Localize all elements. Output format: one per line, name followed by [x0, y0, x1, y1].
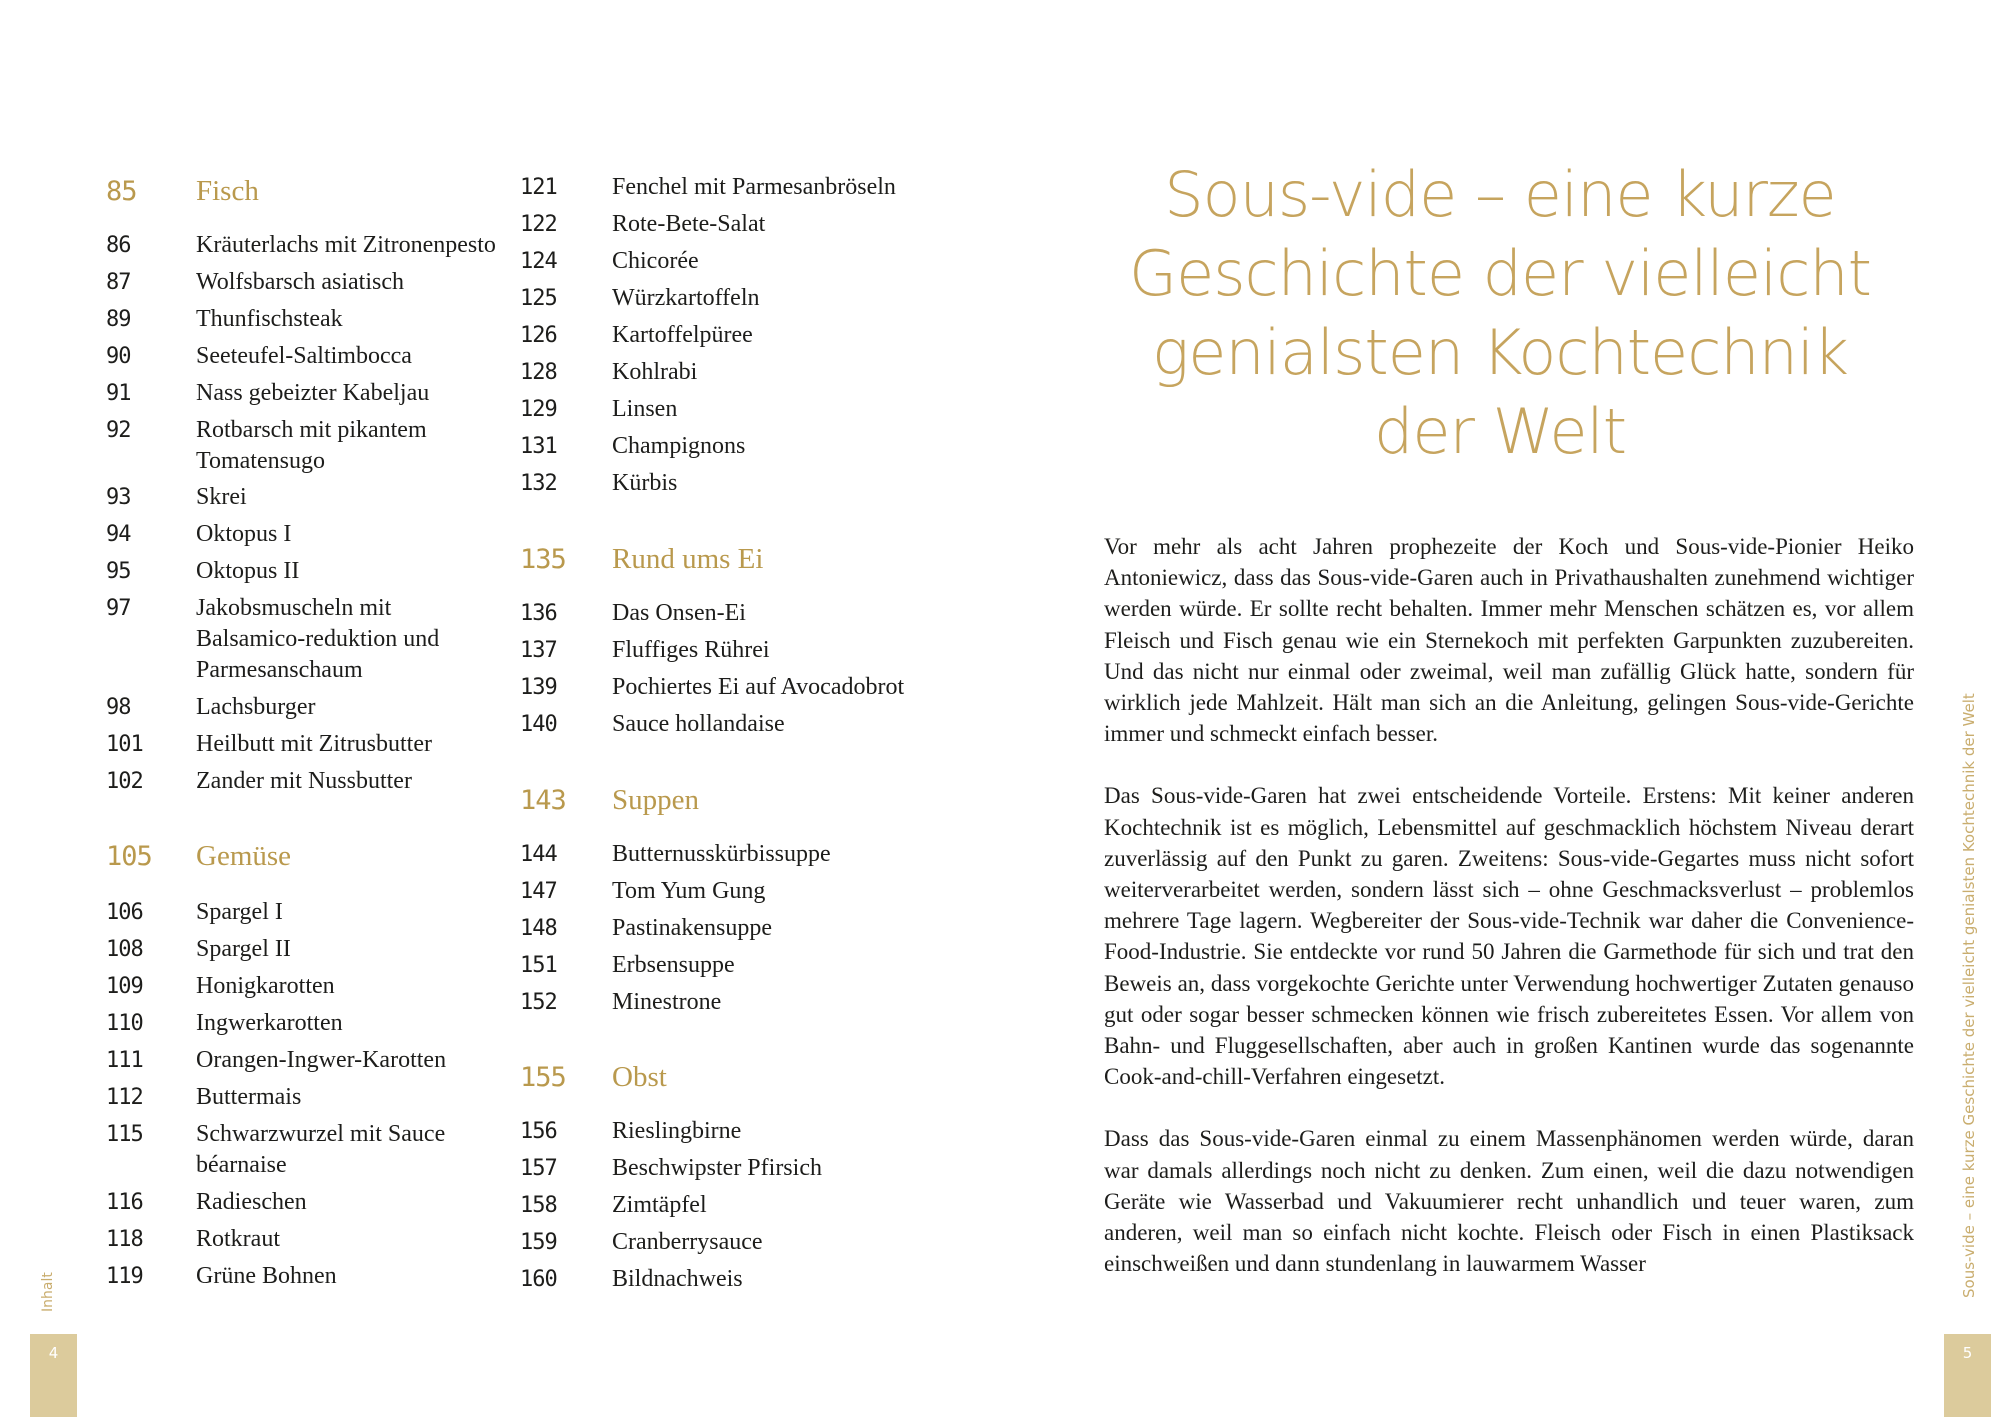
- toc-page-number: 151: [520, 953, 557, 978]
- toc-page-number: 122: [520, 212, 557, 237]
- toc-page-number: 156: [520, 1119, 557, 1144]
- toc-section-title: Gemüse: [196, 840, 292, 872]
- toc-entry-title: Würzkartoffeln: [612, 285, 760, 311]
- toc-page-number: 152: [520, 990, 557, 1015]
- toc-page-number: 91: [106, 381, 131, 406]
- toc-entry-title: Spargel I: [196, 899, 283, 925]
- running-head-right: Sous-vide – eine kurze Geschichte der vielleicht genialsten Kochtechnik der Welt: [1960, 693, 1978, 1298]
- toc-page-number: 126: [520, 323, 557, 348]
- toc-entry-title: Rotbarsch mit pikantem: [196, 417, 427, 443]
- toc-entry-title: Rote-Bete-Salat: [612, 211, 766, 237]
- toc-page-number: 137: [520, 638, 557, 663]
- toc-page-number: 119: [106, 1264, 143, 1289]
- toc-entry-title: Zander mit Nussbutter: [196, 768, 412, 794]
- toc-page-number: 124: [520, 249, 557, 274]
- toc-page-number: 125: [520, 286, 557, 311]
- toc-entry-title: Pastinakensuppe: [612, 915, 772, 941]
- toc-page-number: 87: [106, 270, 131, 295]
- toc-entry-title: Orangen-Ingwer-Karotten: [196, 1047, 447, 1073]
- toc-entry-title: Parmesanschaum: [196, 657, 363, 683]
- toc-entry-title: Radieschen: [196, 1189, 307, 1215]
- toc-page-number: 128: [520, 360, 557, 385]
- toc-entry-title: Bildnachweis: [612, 1266, 743, 1292]
- headline-line-1: Sous-vide – eine kurze: [1164, 158, 1836, 231]
- toc-entry-title: Thunfischsteak: [196, 306, 343, 332]
- toc-page-number: 144: [520, 842, 557, 867]
- toc-entry-title: Tomatensugo: [196, 448, 325, 474]
- toc-entry-title: Nass gebeizter Kabeljau: [196, 380, 430, 406]
- toc-page-number: 147: [520, 879, 557, 904]
- toc-page-number: 140: [520, 712, 557, 737]
- toc-page-number: 136: [520, 601, 557, 626]
- toc-entry-title: Kartoffelpüree: [612, 322, 753, 348]
- body-paragraph-3: Dass das Sous-vide-Garen einmal zu einem Massenphänomen werden würde, daran war damals allerdings noch nicht zu denken. Zum einen, weil die dazu notwendigen Geräte wie Wasserbad und Vakuumierer recht unhandlich und teuer waren, zum anderen, weil man so einfach nicht kochte. Fleisch oder Fisch in einen Plastiksack einschweißen und dann stundenlang in lauwarmem Wasser: [1104, 1126, 1914, 1277]
- toc-page-number: 116: [106, 1190, 143, 1215]
- toc-entry-title: Das Onsen-Ei: [612, 600, 746, 626]
- toc-page-number: 160: [520, 1267, 557, 1292]
- toc-entry-title: Fenchel mit Parmesanbröseln: [612, 174, 896, 200]
- toc-entry-title: Erbsensuppe: [612, 952, 735, 978]
- page-number-tab-right: [1944, 1334, 1991, 1417]
- toc-page-number: 131: [520, 434, 557, 459]
- toc-entry-title: Zimtäpfel: [612, 1192, 707, 1218]
- toc-entry-title: Tom Yum Gung: [612, 878, 766, 904]
- page-number-tab-left: [30, 1334, 77, 1417]
- toc-entry-title: Rotkraut: [196, 1226, 280, 1252]
- toc-entry-title: Honigkarotten: [196, 973, 335, 999]
- toc-page-number: 92: [106, 418, 131, 443]
- toc-entry-title: Kräuterlachs mit Zitronenpesto: [196, 232, 496, 258]
- toc-section-title: Rund ums Ei: [612, 543, 764, 575]
- toc-page-number: 148: [520, 916, 557, 941]
- toc-page-number: 121: [520, 175, 557, 200]
- toc-page-number: 102: [106, 769, 143, 794]
- headline-line-2: Geschichte der vielleicht: [1129, 237, 1871, 310]
- toc-section-title: Obst: [612, 1061, 667, 1093]
- chapter-headline: [1120, 155, 1880, 471]
- toc-entry-title: Beschwipster Pfirsich: [612, 1155, 822, 1181]
- headline-line-3: genialsten Kochtechnik: [1152, 316, 1848, 389]
- headline-line-4: der Welt: [1373, 395, 1627, 468]
- toc-entry-title: Grüne Bohnen: [196, 1263, 337, 1289]
- page-number-left: 4: [48, 1344, 59, 1362]
- body-paragraph-2: Das Sous-vide-Garen hat zwei entscheidende Vorteile. Erstens: Mit keiner anderen Kochtechnik ist es möglich, Lebensmittel auf geschmacklich höchstem Niveau derart zuverlässig auf den Punkt zu garen. Zweitens: Sous-vide-Gegartes muss nicht sofort weiterverarbeitet werden, sondern lässt sich – ohne Geschmacksverlust – problemlos mehrere Tage lagern. Wegbereiter der Sous-vide-Technik war daher die Convenience-Food-Industrie. Sie entdeckte vor rund 50 Jahren die Garmethode für sich und trat den Beweis an, dass vorgekochte Gerichte unter Verwendung hochwertiger Zutaten genauso gut oder sogar besser schmecken können wie frisch zubereitetes Essen. Vor allem von Bahn- und Fluggesellschaften, aber auch in großen Kantinen wurde das sogenannte Cook-and-chill-Verfahren eingesetzt.: [1104, 783, 1914, 1090]
- toc-entry-title: Chicorée: [612, 248, 699, 274]
- toc-entry-title: Heilbutt mit Zitrusbutter: [196, 731, 432, 757]
- running-head-left: Inhalt: [40, 1272, 56, 1312]
- toc-page-number: 101: [106, 732, 143, 757]
- toc-page-number: 97: [106, 596, 131, 621]
- toc-page-number: 115: [106, 1122, 143, 1147]
- toc-page-number: 112: [106, 1085, 143, 1110]
- toc-entry-title: Oktopus I: [196, 521, 292, 547]
- toc-page-number: 159: [520, 1230, 557, 1255]
- toc-entry-title: Oktopus II: [196, 558, 300, 584]
- toc-page-number: 135: [520, 544, 566, 575]
- toc-page-number: 143: [520, 785, 566, 816]
- body-text: [1104, 531, 1914, 1310]
- toc-entry-title: Cranberrysauce: [612, 1229, 763, 1255]
- toc-entry-title: Pochiertes Ei auf Avocadobrot: [612, 674, 905, 700]
- toc-page-number: 89: [106, 307, 131, 332]
- toc-entry-title: Buttermais: [196, 1084, 302, 1110]
- toc-entry-title: Sauce hollandaise: [612, 711, 785, 737]
- toc-page-number: 132: [520, 471, 557, 496]
- toc-section-title: Suppen: [612, 784, 699, 816]
- toc-entry-title: Butternusskürbissuppe: [612, 841, 831, 867]
- body-paragraph-1: Vor mehr als acht Jahren prophezeite der Koch und Sous-vide-Pionier Heiko Antoniewicz, dass das Sous-vide-Garen auch in Privathaushalten zunehmend wichtiger werden würde. Er sollte recht behalten. Immer mehr Menschen schätzen es, vor allem Fleisch und Fisch genau wie ein Sternekoch mit perfekten Garpunkten zuzubereiten. Und das nicht nur einmal oder zweimal, weil man zufällig Glück hatte, sondern für wirklich jede Mahlzeit. Hält man sich an die Anleitung, gelingen Sous-vide-Gerichte immer und schmeckt einfach besser.: [1104, 534, 1914, 747]
- toc-page-number: 93: [106, 485, 131, 510]
- toc-entry-title: Balsamico-reduktion und: [196, 626, 440, 652]
- toc-page-number: 139: [520, 675, 557, 700]
- toc-page-number: 111: [106, 1048, 143, 1073]
- toc-page-number: 106: [106, 900, 143, 925]
- toc-page-number: 129: [520, 397, 557, 422]
- toc-page-number: 155: [520, 1062, 566, 1093]
- toc-entry-title: Schwarzwurzel mit Sauce: [196, 1121, 446, 1147]
- toc-entry-title: Lachsburger: [196, 694, 316, 720]
- toc-entry-title: Skrei: [196, 484, 247, 510]
- toc-entry-title: Spargel II: [196, 936, 291, 962]
- toc-page-number: 95: [106, 559, 131, 584]
- toc-page-number: 157: [520, 1156, 557, 1181]
- toc-entry-title: Champignons: [612, 433, 746, 459]
- toc-page-number: 118: [106, 1227, 143, 1252]
- toc-entry-title: béarnaise: [196, 1152, 287, 1178]
- toc-page-number: 98: [106, 695, 131, 720]
- toc-page-number: 158: [520, 1193, 557, 1218]
- toc-entry-title: Wolfsbarsch asiatisch: [196, 269, 405, 295]
- toc-page-number: 86: [106, 233, 131, 258]
- toc-entry-title: Linsen: [612, 396, 678, 422]
- toc-page-number: 105: [106, 841, 152, 872]
- toc-page-number: 90: [106, 344, 131, 369]
- toc-page-number: 110: [106, 1011, 143, 1036]
- toc-page-number: 85: [106, 176, 137, 207]
- toc-page-number: 108: [106, 937, 143, 962]
- toc-page-number: 109: [106, 974, 143, 999]
- toc-entry-title: Rieslingbirne: [612, 1118, 742, 1144]
- toc-entry-title: Kürbis: [612, 470, 678, 496]
- page-number-right: 5: [1962, 1344, 1973, 1362]
- toc-entry-title: Seeteufel-Saltimbocca: [196, 343, 412, 369]
- toc-entry-title: Kohlrabi: [612, 359, 698, 385]
- toc-section-title: Fisch: [196, 175, 259, 207]
- toc-entry-title: Minestrone: [612, 989, 722, 1015]
- toc-entry-title: Fluffiges Rührei: [612, 637, 770, 663]
- toc-page-number: 94: [106, 522, 131, 547]
- toc-entry-title: Ingwerkarotten: [196, 1010, 343, 1036]
- toc-entry-title: Jakobsmuscheln mit: [196, 595, 392, 621]
